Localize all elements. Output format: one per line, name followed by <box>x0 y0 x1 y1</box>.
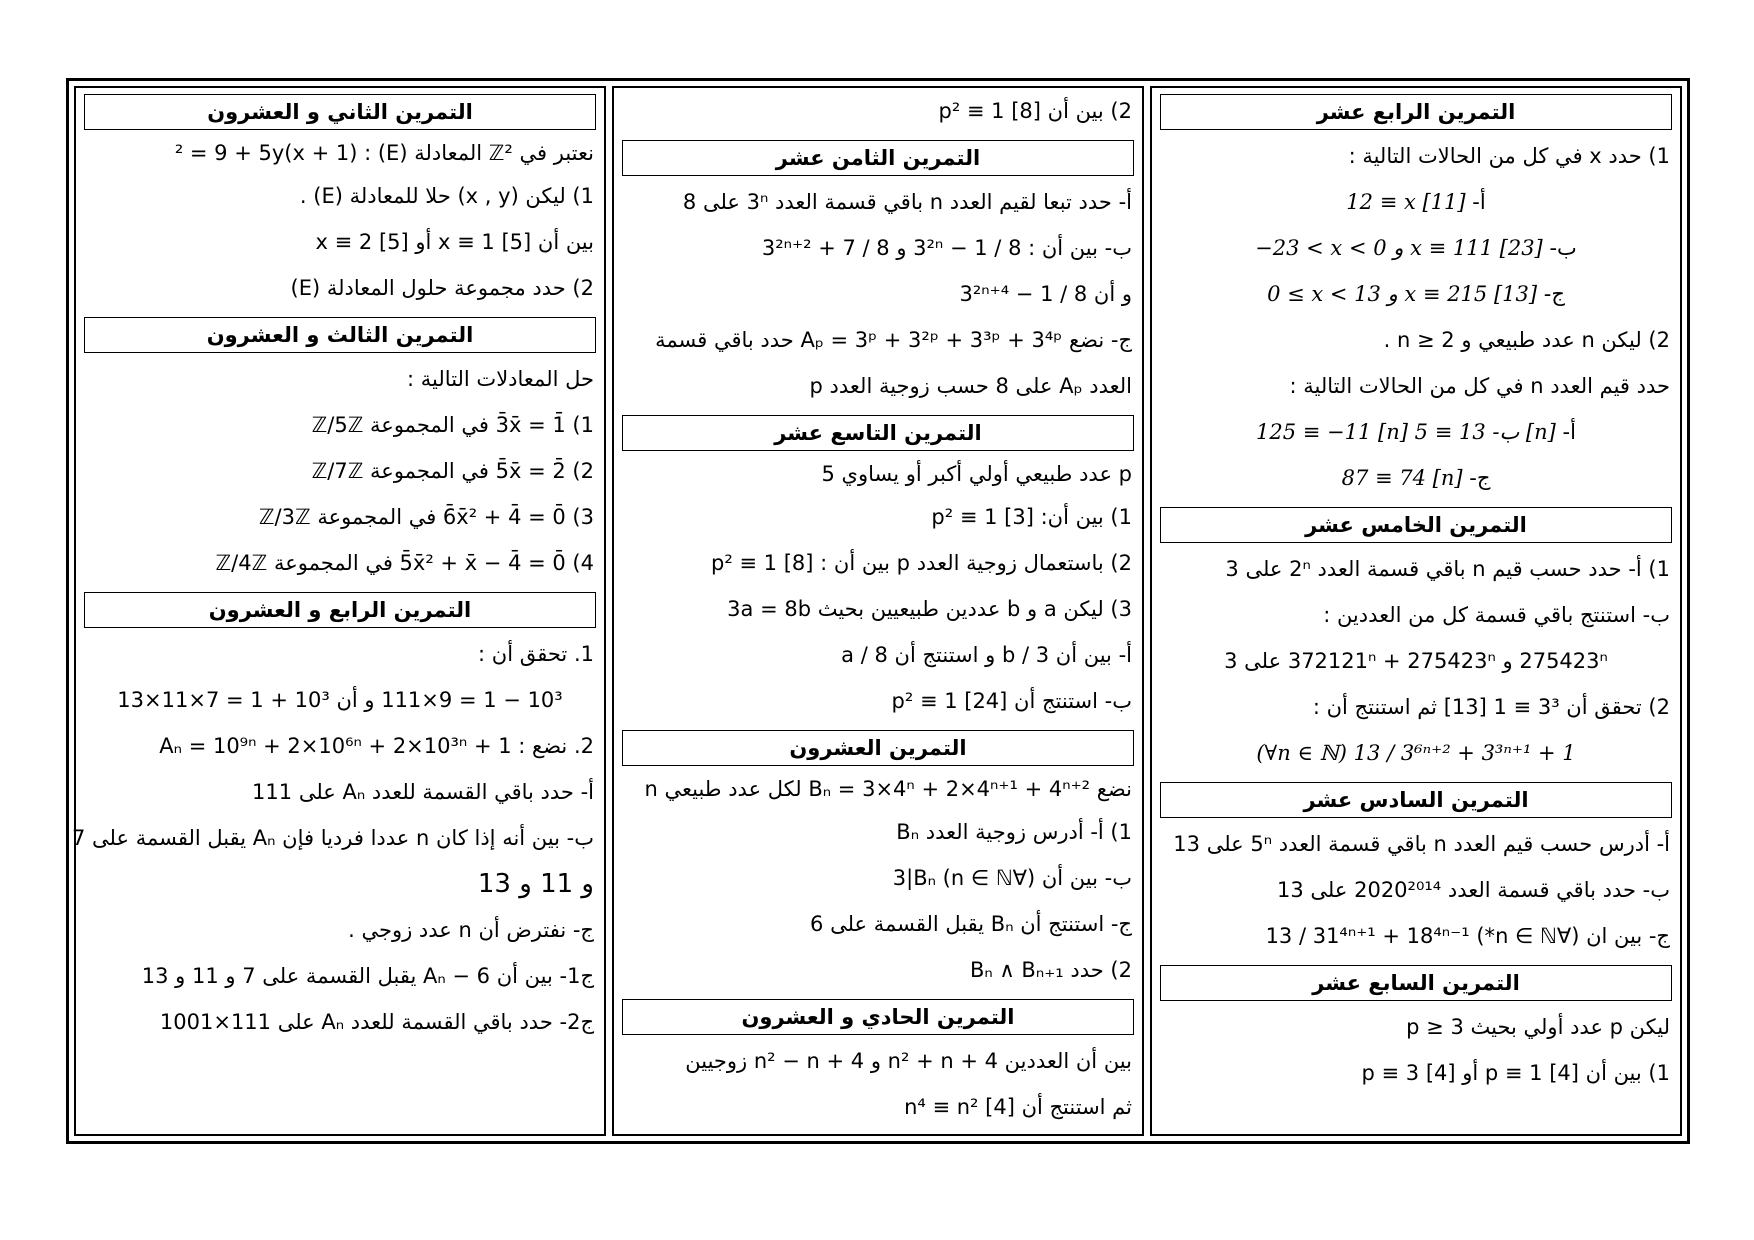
exercise-line: 2) حدد مجموعة حلول المعادلة (E) <box>290 276 594 300</box>
exercise-line: ثم استنتج أن n⁴ ≡ n² [4] <box>904 1095 1132 1119</box>
exercise-line: 3) ليكن a و b عددين طبيعيين بحيث 3a = 8b <box>727 597 1132 621</box>
exercise-header: التمرين العشرون <box>622 730 1134 766</box>
exercise-line: 1) حدد x في كل من الحالات التالية : <box>1348 144 1670 168</box>
column-left <box>71 86 606 1136</box>
exercise-line <box>1152 225 1680 271</box>
item-label: أ- <box>1472 190 1486 214</box>
exercise-line: 1) بين أن p ≡ 1 [4] أو p ≡ 3 [4] <box>1361 1061 1670 1085</box>
math-expression: 125 ≡ −11 [n] ب- 13 ≡ 5 [n] <box>1256 420 1556 444</box>
exercise-line: ج- بين ان (∀n ∈ ℕ*) 13 / 31⁴ⁿ⁺¹ + 18⁴ⁿ⁻¹ <box>1265 924 1670 948</box>
exercise-line: 1) 3̄x̄ = 1̄ في المجموعة ℤ/5ℤ <box>311 413 594 437</box>
exercise-line: نضع Bₙ = 3×4ⁿ + 2×4ⁿ⁺¹ + 4ⁿ⁺² لكل عدد طبيعي n <box>644 777 1132 801</box>
exercise-line: 2. نضع : Aₙ = 10⁹ⁿ + 2×10⁶ⁿ + 2×10³ⁿ + 1 <box>159 734 594 758</box>
item-label: ب- <box>1549 236 1577 260</box>
exercise-line: ب- بين أنه إذا كان n عددا فرديا فإن Aₙ يقبل القسمة على 7 <box>71 826 594 850</box>
exercise-line: ج- نفترض أن n عدد زوجي . <box>348 918 594 942</box>
exercise-line <box>1152 455 1680 501</box>
exercise-line: و أن 8 / 3²ⁿ⁺⁴ − 1 <box>959 282 1132 306</box>
exercise-header: التمرين السابع عشر <box>1160 965 1672 1001</box>
exercise-line: 1) ليكن (x , y) حلا للمعادلة (E) . <box>299 184 594 208</box>
exercise-line: العدد Aₚ على 8 حسب زوجية العدد p <box>809 374 1132 398</box>
exercise-header: التمرين الرابع و العشرون <box>84 592 596 628</box>
exercise-line: ج- نضع Aₚ = 3ᵖ + 3²ᵖ + 3³ᵖ + 3⁴ᵖ حدد باقي قسمة <box>655 328 1132 352</box>
column-middle <box>612 86 1144 1136</box>
exercise-line: 2) تحقق أن 3³ ≡ 1 [13] ثم استنتج أن : <box>1312 695 1670 719</box>
exercise-line: 4) 5̄x̄² + x̄ − 4̄ = 0̄ في المجموعة ℤ/4ℤ <box>215 551 594 575</box>
exercise-header: التمرين الرابع عشر <box>1160 94 1672 130</box>
exercise-line: و 11 و 13 <box>477 869 594 899</box>
exercise-line: 3) 6̄x̄² + 4̄ = 0̄ في المجموعة ℤ/3ℤ <box>258 505 594 529</box>
exercise-line: بين أن العددين n² + n + 4 و n² − n + 4 زوجيين <box>685 1049 1132 1073</box>
exercise-line: ج- استنتج أن Bₙ يقبل القسمة على 6 <box>810 912 1132 936</box>
exercise-line: أ- حدد باقي القسمة للعدد Aₙ على 111 <box>252 780 594 804</box>
exercise-header: التمرين الخامس عشر <box>1160 507 1672 543</box>
exercise-line <box>1152 409 1680 455</box>
item-label: أ- <box>1562 420 1576 444</box>
exercise-line: 1) بين أن: p² ≡ 1 [3] <box>931 505 1132 529</box>
exercise-line: ليكن p عدد أولي بحيث p ≥ 3 <box>1406 1015 1670 1039</box>
exercise-line: 2) باستعمال زوجية العدد p بين أن : p² ≡ 1 [8] <box>710 551 1132 575</box>
exercise-line: ب- استنتج أن p² ≡ 1 [24] <box>891 689 1132 713</box>
exercise-header: التمرين الثالث و العشرون <box>84 317 596 353</box>
exercise-line: ب- بين أن : 8 / 3²ⁿ − 1 و 8 / 3²ⁿ⁺² + 7 <box>761 236 1132 260</box>
exercise-header: التمرين السادس عشر <box>1160 782 1672 818</box>
exercise-line <box>1152 179 1680 225</box>
exercise-header: التمرين التاسع عشر <box>622 415 1134 451</box>
exercise-line: ب- حدد باقي قسمة العدد 2020²⁰¹⁴ على 13 <box>1277 878 1670 902</box>
exercise-line: أ- حدد تبعا لقيم العدد n باقي قسمة العدد 3ⁿ على 8 <box>682 190 1132 214</box>
exercise-line: 1) أ- أدرس زوجية العدد Bₙ <box>896 820 1132 844</box>
exercise-line: حدد قيم العدد n في كل من الحالات التالية : <box>1289 374 1670 398</box>
exercise-line: 10³ − 1 = 9×111 و أن 10³ + 1 = 7×11×13 <box>117 688 563 712</box>
exercise-line: p عدد طبيعي أولي أكبر أو يساوي 5 <box>821 462 1132 486</box>
item-label: ج- <box>1469 466 1491 490</box>
exercise-header: التمرين الثاني و العشرون <box>84 94 596 130</box>
exercise-line: نعتبر في ℤ² المعادلة (E) : (x + 1)² = 9 + 5y <box>174 141 594 165</box>
exercise-line: 1) أ- حدد حسب قيم n باقي قسمة العدد 2ⁿ على 3 <box>1225 557 1670 581</box>
math-expression: 12 ≡ x [11] <box>1346 190 1466 214</box>
exercise-line: 1. تحقق أن : <box>478 642 594 666</box>
exercise-line: 2) ليكن n عدد طبيعي و n ≥ 2 . <box>1383 328 1670 352</box>
exercise-line: ج2- حدد باقي القسمة للعدد Aₙ على 111×1001 <box>159 1010 594 1034</box>
exercise-header: التمرين الثامن عشر <box>622 140 1134 176</box>
exercise-line: أ- أدرس حسب قيم العدد n باقي قسمة العدد 5ⁿ على 13 <box>1173 832 1670 856</box>
exercise-line: 2) 5̄x̄ = 2̄ في المجموعة ℤ/7ℤ <box>311 459 594 483</box>
exercise-line: 275423ⁿ و 372121ⁿ + 275423ⁿ على 3 <box>1224 649 1608 673</box>
exercise-line: بين أن x ≡ 1 [5] أو x ≡ 2 [5] <box>315 230 594 254</box>
item-label: ج- <box>1543 282 1565 306</box>
exercise-line: 2) حدد Bₙ ∧ Bₙ₊₁ <box>969 958 1132 982</box>
exercise-line <box>1152 730 1680 776</box>
math-expression: 0 ≤ x < 13 و x ≡ 215 [13] <box>1267 282 1538 306</box>
exercise-header: التمرين الحادي و العشرون <box>622 999 1134 1035</box>
exercise-line: أ- بين أن 3 / b و استنتج أن 8 / a <box>841 643 1132 667</box>
column-right <box>1150 86 1682 1136</box>
exercise-line: ب- بين أن (∀n ∈ ℕ) 3|Bₙ <box>892 866 1132 890</box>
exercise-line: ب- استنتج باقي قسمة كل من العددين : <box>1323 603 1670 627</box>
exercise-line: 2) بين أن p² ≡ 1 [8] <box>938 99 1132 123</box>
math-expression: (∀n ∈ ℕ) 13 / 3⁶ⁿ⁺² + 3³ⁿ⁺¹ + 1 <box>1256 741 1576 765</box>
exercise-line: حل المعادلات التالية : <box>407 367 594 391</box>
math-expression: 87 ≡ 74 [n] <box>1341 466 1463 490</box>
exercise-line <box>1152 271 1680 317</box>
math-expression: −23 < x < 0 و x ≡ 111 [23] <box>1255 236 1543 260</box>
exercise-line: ج1- بين أن Aₙ − 6 يقبل القسمة على 7 و 11 و 13 <box>141 964 594 988</box>
